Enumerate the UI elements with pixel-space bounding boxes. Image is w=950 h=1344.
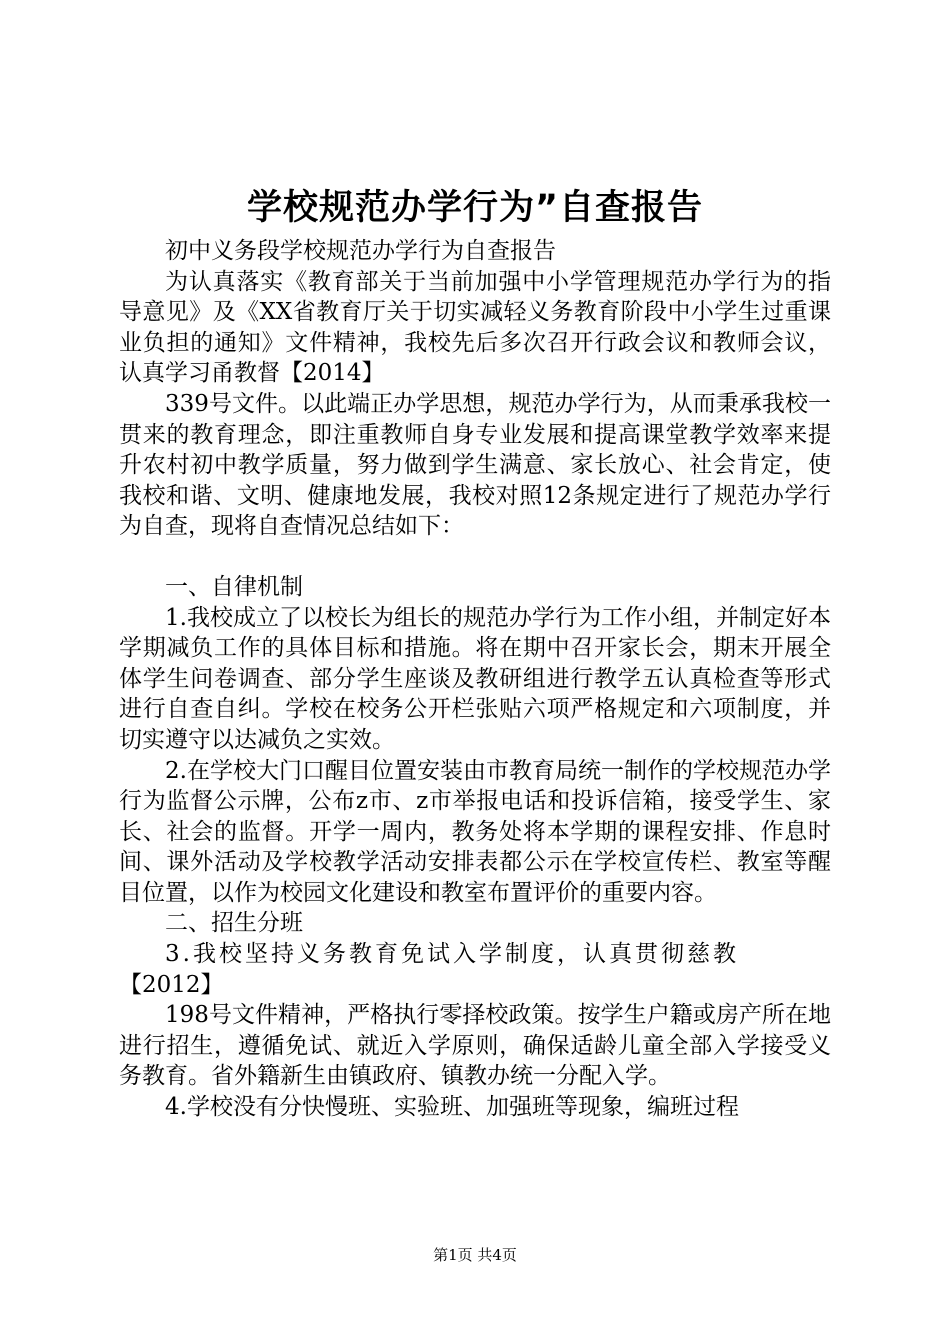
body-paragraph: 339号文件。以此端正办学思想，规范办学行为，从而秉承我校一贯来的教育理念，即注重教师自身专业发展和提高课堂教学效率来提升农村初中教学质量，努力做到学生满意、家长放心、社会肯定，使我校和谐、文明、健康地发展，我校对照12条规定进行了规范办学行为自查，现将自查情况总结如下： [119, 390, 831, 540]
document-title: 学校规范办学行为”自查报告 [246, 188, 703, 228]
section-heading: 二、招生分班 [165, 910, 303, 937]
body-paragraph: 【2012】 [119, 971, 224, 998]
body-paragraph: 4.学校没有分快慢班、实验班、加强班等现象，编班过程 [165, 1094, 739, 1121]
document-body [119, 236, 831, 1123]
body-paragraph: 为认真落实《教育部关于当前加强中小学管理规范办学行为的指导意见》及《XX省教育厅关于切实减轻义务教育阶段中小学生过重课业负担的通知》文件精神，我校先后多次召开行政会议和教师会议，认真学习甬教督【2014】 [119, 268, 831, 387]
subtitle-paragraph: 初中义务段学校规范办学行为自查报告 [165, 238, 556, 264]
body-paragraph: 3.我校坚持义务教育免试入学制度，认真贯彻慈教 [165, 941, 739, 968]
paragraph-gap [119, 542, 831, 572]
section-heading: 一、自律机制 [165, 573, 303, 600]
page-indicator: 第1页 共4页 [433, 1246, 517, 1264]
body-paragraph: 2.在学校大门口醒目位置安装由市教育局统一制作的学校规范办学行为监督公示牌，公布z市、z市举报电话和投诉信箱，接受学生、家长、社会的监督。开学一周内，教务处将本学期的课程安排、作息时间、课外活动及学校教学活动安排表都公示在学校宣传栏、教室等醒目位置，以作为校园文化建设和教室布置评价的重要内容。 [119, 757, 831, 906]
body-paragraph: 1.我校成立了以校长为组长的规范办学行为工作小组，并制定好本学期减负工作的具体目标和措施。将在期中召开家长会，期末开展全体学生问卷调查、部分学生座谈及教研组进行教学五认真检查等形式进行自查自纠。学校在校务公开栏张贴六项严格规定和六项制度，并切实遵守以达减负之实效。 [119, 604, 831, 753]
body-paragraph: 198号文件精神，严格执行零择校政策。按学生户籍或房产所在地进行招生，遵循免试、就近入学原则，确保适龄儿童全部入学接受义务教育。省外籍新生由镇政府、镇教办统一分配入学。 [119, 1002, 831, 1090]
